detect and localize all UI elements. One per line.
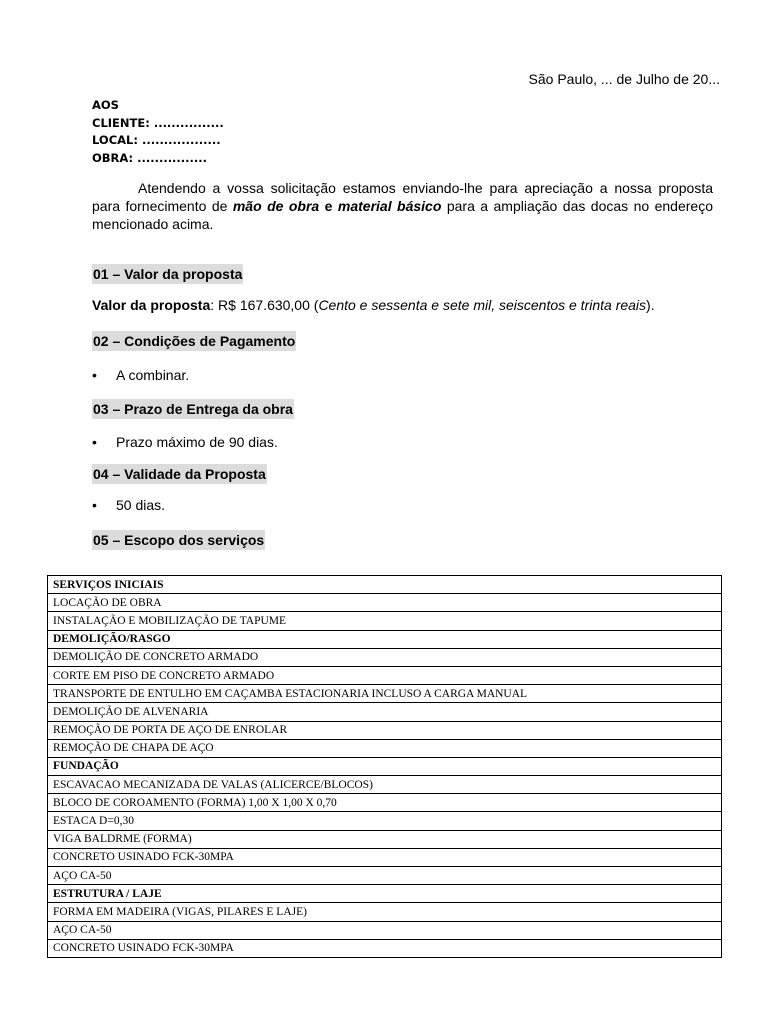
table-row — [48, 776, 722, 794]
table-cell: AÇO CA-50 — [48, 867, 722, 885]
table-cell: ESTACA D=0,30 — [48, 812, 722, 830]
table-row — [48, 721, 722, 739]
table-cell: CONCRETO USINADO FCK-30MPA — [48, 848, 722, 866]
intro-paragraph — [92, 179, 713, 233]
table-cell: REMOÇÃO DE CHAPA DE AÇO — [48, 739, 722, 757]
table-cell: BLOCO DE COROAMENTO (FORMA) 1,00 X 1,00 X 0,70 — [48, 794, 722, 812]
deadline-text: Prazo máximo de 90 dias. — [116, 434, 278, 450]
table-row — [48, 921, 722, 939]
table-row — [48, 903, 722, 921]
table-section-row — [48, 576, 722, 594]
section-heading-value: 01 – Valor da proposta — [93, 266, 243, 282]
bullet-marker: • — [92, 497, 97, 513]
table-row — [48, 939, 722, 957]
table-cell: CORTE EM PISO DE CONCRETO ARMADO — [48, 666, 722, 684]
document-date: São Paulo, ... de Julho de 20... — [528, 71, 720, 87]
table-cell: FORMA EM MADEIRA (VIGAS, PILARES E LAJE) — [48, 903, 722, 921]
table-row — [48, 666, 722, 684]
table-row — [48, 794, 722, 812]
table-row — [48, 830, 722, 848]
table-cell: AÇO CA-50 — [48, 921, 722, 939]
section-heading-payment: 02 – Condições de Pagamento — [93, 333, 296, 349]
proposal-value-line — [92, 297, 655, 313]
table-row — [48, 612, 722, 630]
table-cell: REMOÇÃO DE PORTA DE AÇO DE ENROLAR — [48, 721, 722, 739]
section-heading-validity: 04 – Validade da Proposta — [93, 466, 266, 482]
table-row — [48, 867, 722, 885]
table-cell: DEMOLIÇÃO DE ALVENARIA — [48, 703, 722, 721]
intro-text: Atendendo a vossa solicitação estamos enviando-lhe para apreciação a nossa proposta para fornecimento de — [92, 180, 713, 214]
table-section-row — [48, 630, 722, 648]
proposal-value-amount: : R$ 167.630,00 ( — [210, 297, 319, 313]
payment-text: A combinar. — [116, 367, 190, 383]
table-section-row — [48, 757, 722, 775]
table-row — [48, 739, 722, 757]
section-heading-scope: 05 – Escopo dos serviços — [93, 532, 265, 548]
table-cell: INSTALAÇÃO E MOBILIZAÇÃO DE TAPUME — [48, 612, 722, 630]
table-cell: VIGA BALDRME (FORMA) — [48, 830, 722, 848]
table-row — [48, 685, 722, 703]
table-row — [48, 594, 722, 612]
table-section-row — [48, 885, 722, 903]
section-heading-deadline: 03 – Prazo de Entrega da obra — [93, 401, 293, 417]
deadline-bullet — [92, 434, 278, 450]
table-cell: DEMOLIÇÃO DE CONCRETO ARMADO — [48, 648, 722, 666]
table-row — [48, 848, 722, 866]
bullet-marker: • — [92, 434, 97, 450]
table-cell: TRANSPORTE DE ENTULHO EM CAÇAMBA ESTACIONARIA INCLUSO A CARGA MANUAL — [48, 685, 722, 703]
table-cell: LOCAÇÃO DE OBRA — [48, 594, 722, 612]
intro-text-end: para a ampliação das docas no endereço mencionado acima. — [92, 198, 713, 232]
bullet-marker: • — [92, 367, 97, 383]
scope-table — [47, 575, 722, 958]
intro-conjunction: e — [319, 198, 338, 214]
table-cell: FUNDAÇÃO — [48, 757, 722, 775]
table-row — [48, 812, 722, 830]
validity-bullet — [92, 497, 165, 513]
proposal-value-label: Valor da proposta — [92, 297, 211, 313]
validity-text: 50 dias. — [116, 497, 166, 513]
table-cell: CONCRETO USINADO FCK-30MPA — [48, 939, 722, 957]
proposal-value-close: ). — [646, 297, 655, 313]
table-cell: ESCAVACAO MECANIZADA DE VALAS (ALICERCE/BLOCOS) — [48, 776, 722, 794]
intro-emphasis-material: material básico — [337, 198, 442, 214]
client-field: CLIENTE: ................ — [92, 116, 224, 130]
table-row — [48, 703, 722, 721]
recipient-label: AOS — [92, 98, 119, 112]
project-field: OBRA: ................ — [92, 151, 208, 165]
location-field: LOCAL: .................. — [92, 133, 221, 147]
proposal-value-words: Cento e sessenta e sete mil, seiscentos e trinta reais — [318, 297, 647, 313]
intro-emphasis-labor: mão de obra — [232, 198, 320, 214]
table-cell: DEMOLIÇÃO/RASGO — [48, 630, 722, 648]
table-cell: SERVIÇOS INICIAIS — [48, 576, 722, 594]
payment-bullet — [92, 367, 189, 383]
table-row — [48, 648, 722, 666]
table-cell: ESTRUTURA / LAJE — [48, 885, 722, 903]
